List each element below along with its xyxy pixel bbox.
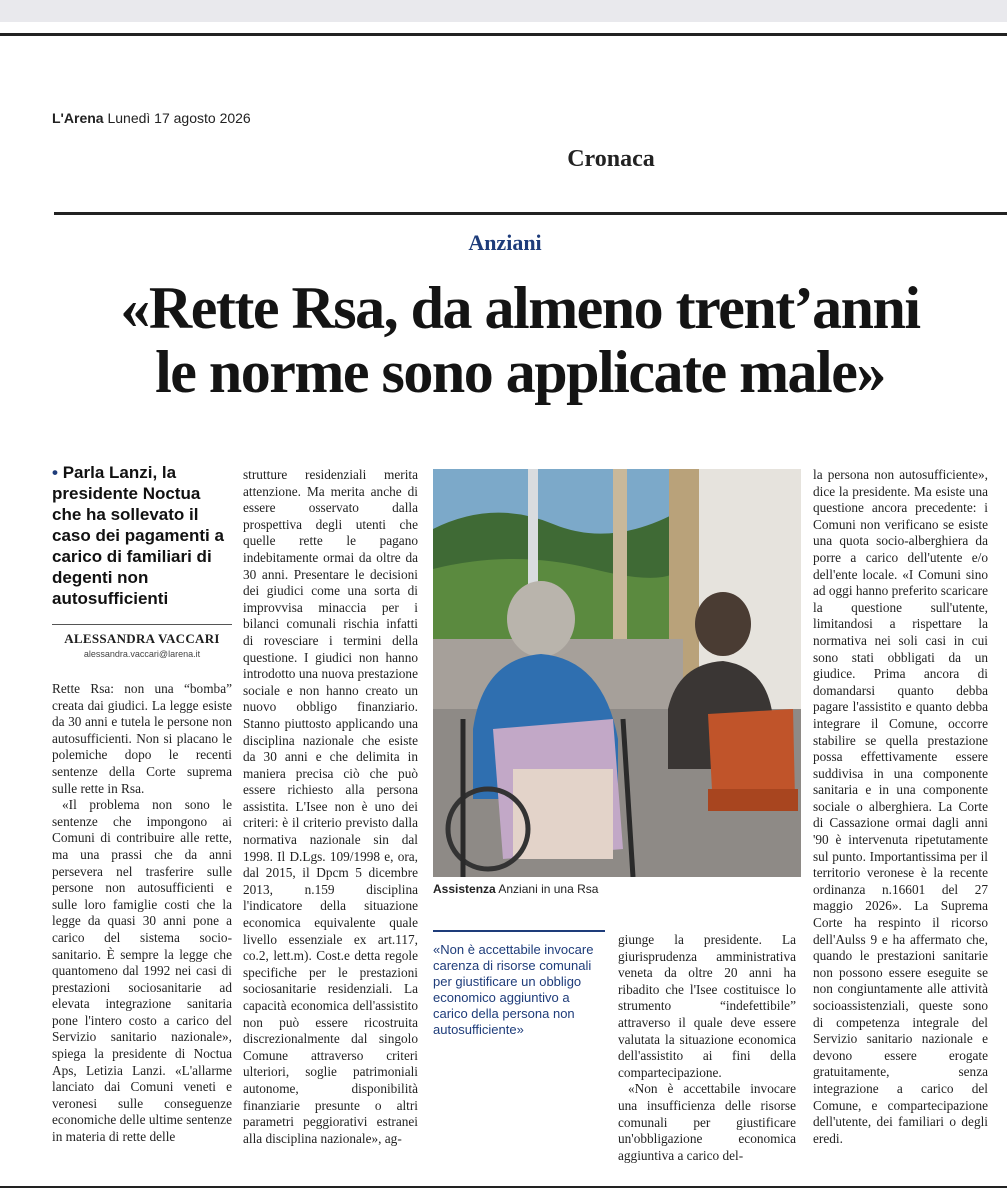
pullquote-rule (433, 930, 605, 932)
caption-text: Anziani in una Rsa (498, 882, 599, 896)
header-rule (0, 33, 1007, 36)
bottom-rule (0, 1186, 1007, 1188)
photo-elderly-icon (433, 469, 801, 877)
bullet-icon: • (52, 463, 58, 482)
caption-label: Assistenza (433, 882, 496, 896)
paragraph: «Il problema non sono le sentenze che impongono ai Comuni di contribuire alle rette, ma una prassi che da anni persevera nel trasferire sulle persone non autosufficienti e sulle loro famiglie costi che la legge da quasi 30 anni pone a carico del sistema socio-sanitario. È sempre la legge che quantomeno dal 1992 nei casi di prestazioni sociosanitarie ad elevata integrazione sanitaria pone l'intero costo a carico del Servizio sanitario nazionale», spiega la presidente di Noctua Aps, Letizia Lanzi. «L'allarme lanciato dai Comuni veneti e veronesi sulle conseguenze economiche delle ultime sentenze in materia di rette delle (52, 797, 232, 1145)
column-4 (813, 467, 988, 1147)
column-3 (618, 932, 796, 1164)
section-rule (54, 212, 1007, 215)
column-1 (52, 681, 232, 1146)
column-2 (243, 467, 418, 1147)
paragraph: Rette Rsa: non una “bomba” creata dai giudici. La legge esiste da 30 anni e tutela le persone non autosufficienti. Non si placano le polemiche dopo le recenti sentenze della Corte suprema sulle rette in Rsa. (52, 681, 232, 796)
section-title: Cronaca (567, 146, 655, 172)
byline-rule (52, 624, 232, 625)
kicker: Anziani (468, 230, 542, 255)
issue-date: Lunedì 17 agosto 2026 (107, 110, 251, 126)
masthead (52, 110, 251, 126)
paragraph: la persona non autosufficiente», dice la presidente. Ma esiste una questione ancora precedente: i Comuni non verificano se esiste una quota socio-alberghiera da porre a carico dell'utente e/o dell'ente locale. «I Comuni sino ad oggi hanno preferito scaricare la questione sull'utente, limitandosi a rispettare la normativa nei soli casi in cui sono stati obbligati da un giudice. Prima ancora di domandarsi quanto debba pagare l'assistito e quanto debba integrare il Comune, occorre stabilire se quella prestazione possa effettivamente essere suddivisa in una componente sanitaria e in una componente sociale o alberghiera. La Corte di Cassazione ormai dagli anni '90 è intervenuta ripetutamente sul punto. Importantissima per il territorio veronese è la recente ordinanza n.16601 del 27 maggio 2026». La Suprema Corte ha respinto il ricorso dell'Aulss 9 e ha affermato che, quando le prestazioni sanitarie non possono essere eseguite se non congiuntamente alle attività socioassistenziali, queste sono di competenza integrale del Servizio sanitario nazionale e devono essere erogate gratuitamente, senza integrazione a carico del Comune, e compartecipazione dell'utente, dei familiari o degli eredi. (813, 467, 988, 1146)
paragraph: «Non è accettabile invocare una insufficienza delle risorse comunali per giustificare un'obbligazione economica aggiuntiva a carico del- (618, 1081, 796, 1163)
paper-name: L'Arena (52, 110, 104, 126)
summary (52, 462, 232, 609)
browser-top-strip (0, 0, 1007, 22)
author-email: alessandra.vaccari@larena.it (83, 649, 201, 659)
author-name: ALESSANDRA VACCARI (64, 631, 220, 646)
summary-text: Parla Lanzi, la presidente Noctua che ha sollevato il caso dei pagamenti a carico di familiari di degenti non autosufficienti (52, 463, 224, 608)
paragraph: giunge la presidente. La giurisprudenza amministrativa veneta da oltre 20 anni ha ribadito che l'Isee costituisce lo strumento “indefettibile” attraverso il quale deve essere valutata la situazione economica dell'assistito ai fini della compartecipazione. (618, 932, 796, 1080)
headline (40, 276, 1000, 404)
paragraph: strutture residenziali merita attenzione. Ma merita anche di essere osservato dalla prospettiva degli utenti che quelle rette le pagano indebitamente ormai da oltre da 30 anni. Presentare le decisioni dei giudici come una sorta di improvvisa minaccia per i bilanci comunali rischia infatti di rovesciare i termini della questione. I giudici non hanno introdotto una nuova prestazione sociale e non hanno creato un nuovo obbligo finanziario. Stanno piuttosto applicando una disciplina nazionale che esiste da 30 anni e che delimita in maniera precisa ciò che può essere richiesto alla persona assistita. L'Isee non è uno dei criteri: è il criterio previsto dalla normativa nazionale sin dal 1998. Il D.Lgs. 109/1998 e, ora, dal 2015, il Dpcm 5 dicembre 2013, n.159 disciplina l'indicatore della situazione economica equivalente quale livello essenziale ex art.117, co.2, lett.m). Cost.e detta regole specifiche per le prestazioni sociosanitarie residenziali. La capacità economica dell'assistito non può essere ricostruita discrezionalmente dal singolo Comune attraverso criteri ulteriori, soglie patrimoniali autonome, disponibilità finanziarie presunte o altri parametri peggiorativi estranei alla disciplina nazionale», ag- (243, 467, 418, 1146)
photo-caption (433, 882, 598, 896)
pullquote: «Non è accettabile invocare carenza di risorse comunali per giustificare un obbligo economico aggiuntivo a carico della persona non autosufficiente» (433, 942, 594, 1037)
headline-line-1: «Rette Rsa, da almeno trent’anni (120, 275, 920, 341)
headline-line-2: le norme sono applicate male» (155, 339, 885, 405)
